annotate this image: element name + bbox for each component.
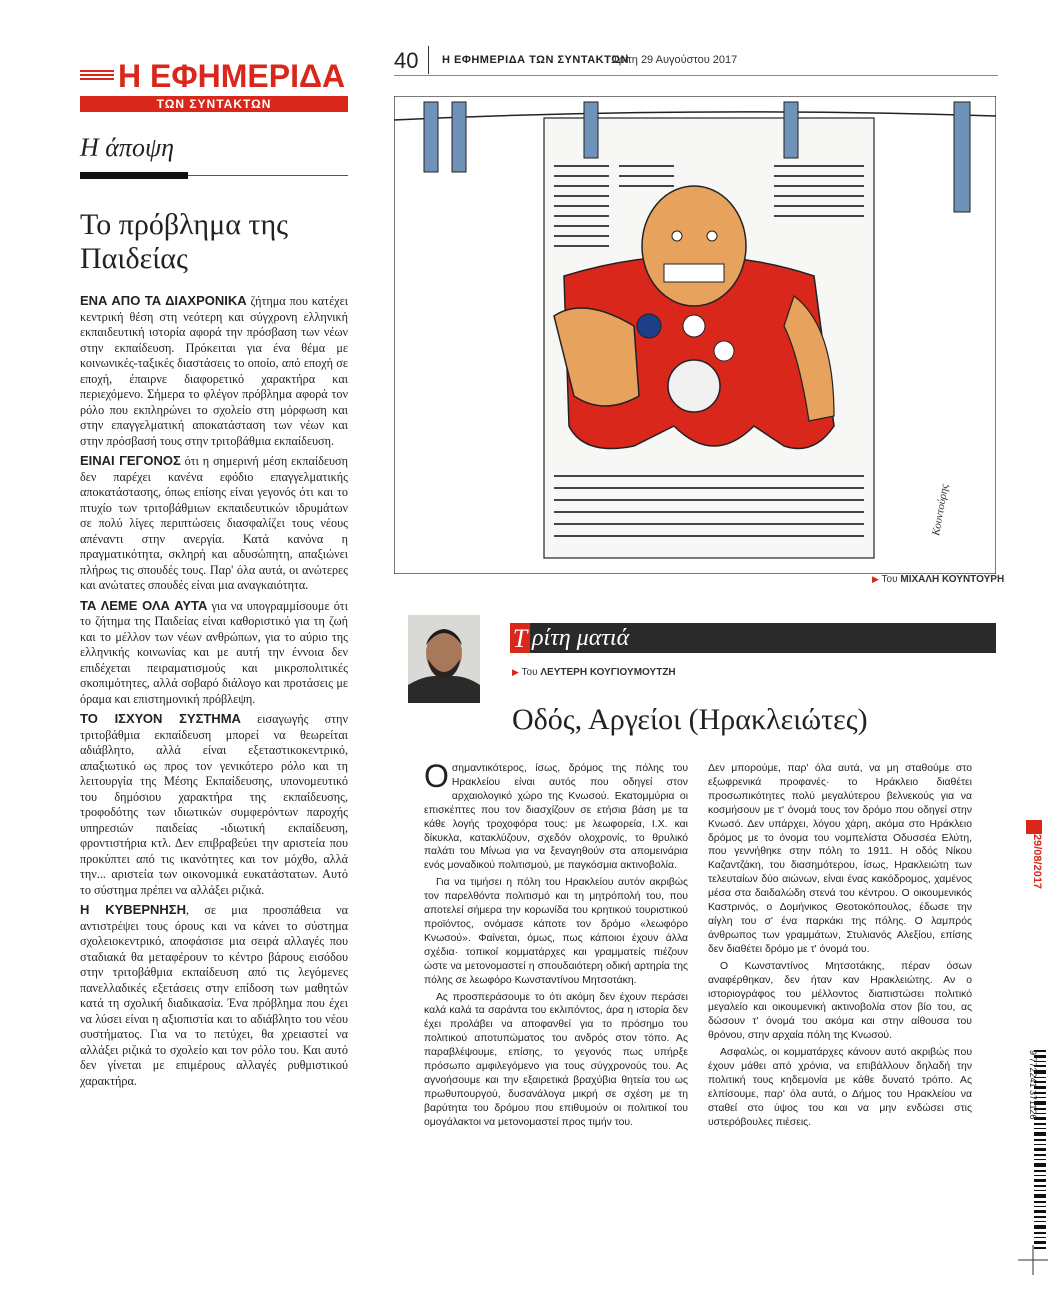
section-title: Η άποψη	[80, 133, 174, 162]
column-header	[510, 623, 996, 653]
side-date-stamp	[1024, 820, 1044, 900]
column-title: Οδός, Αργείοι (Ηρακλειώτες)	[512, 703, 868, 736]
author-prefix: Του	[521, 667, 538, 678]
credit-arrow-icon: ▶	[872, 574, 879, 584]
cartoon-signature: Κουντούρης	[930, 483, 952, 537]
column-paragraph: Ασφαλώς, οι κομματάρχες κάνουν αυτό ακριβώς που έχουν μάθει από χρόνια, να επιβάλλουν δηλαδή την πολιτική τους κηδεμονία με κάθε δυνατό τρόπο. Ας ελπίσουμε, παρ' όλα αυτά, ο Δήμος του Ηρακλείου να σταθεί στο ύψος του και να μην ενδώσει στις υστερόβουλες πιέσεις.	[708, 1047, 972, 1128]
paragraph-text: εισαγωγής στην τριτοβάθμια εκπαίδευση μπορεί να θεωρείται αδιάβλητο, αλλά είναι εξεταστικοκεντρικό, απαξιωτικό ως προς τον γενικότερο ρόλο και τη λειτουργία της Μέσης Εκπαίδευσης, υπονομευτικό του δημόσιου χαρακτήρα της εκπαίδευσης, τροφοδότης των ιδιωτικών συμφερόντων παροχής υπηρεσιών παιδείας -ιδιωτική εκπαίδευση, φροντιστήρια κτλ. Δεν επιβραβεύει την αριστεία που προκύπτει από τις ικανότητες και τον μόχθο, αλλά την... αριστεία των οικονομικά ευκατάστατων. Αυτό το σύστημα πρέπει να αλλάξει ριζικά.	[80, 712, 349, 897]
author-name: ΛΕΥΤΕΡΗ ΚΟΥΓΙΟΥΜΟΥΤΖΗ	[540, 667, 676, 678]
editorial-paragraph	[80, 902, 348, 1089]
column-author	[512, 667, 676, 678]
column-text-right	[708, 762, 972, 1133]
barcode	[1022, 1050, 1048, 1250]
editorial-title: Το πρόβλημα της Παιδείας	[80, 208, 289, 275]
spiked-ball	[668, 360, 720, 412]
paragraph-lead: Η ΚΥΒΕΡΝΗΣΗ	[80, 902, 186, 917]
editorial-body	[80, 293, 348, 1093]
credit-prefix: Του	[881, 574, 898, 585]
column-paragraph: Για να τιμήσει η πόλη του Ηρακλείου αυτόν ακριβώς τον παρελθόντα πολιτισμό και τη μητρόπολή του, που αποτελεί σήμερα την κορωνίδα του κρητικού τουριστικού προϊόντος, ονόμασε κάποτε τον δρόμο «λεωφόρο Κνωσού». Φαίνεται, όμως, πως κάποιοι έχουν άλλα σχέδια· τοπικοί κομματάρχες και γραμματείς πιέζουν ώστε να μετονομαστεί η σπουδαιότερη οδική αρτηρία της πόλης σε λεωφόρο Κωνσταντίνου Μητσοτάκη.	[424, 877, 688, 986]
section-rule	[80, 172, 188, 179]
column-paragraph	[424, 758, 688, 873]
paragraph-lead: ΕΝΑ ΑΠΟ ΤΑ ΔΙΑΧΡΟΝΙΚΑ	[80, 293, 247, 308]
editorial-paragraph	[80, 453, 348, 594]
column-text-left	[424, 758, 688, 1133]
editorial-paragraph	[80, 293, 348, 449]
running-head-paper: Η ΕΦΗΜΕΡΙΔΑ ΤΩΝ ΣΥΝΤΑΚΤΩΝ	[442, 54, 629, 66]
masthead-speed-lines	[80, 70, 114, 82]
crop-mark	[1018, 1245, 1048, 1275]
author-arrow-icon: ▶	[512, 667, 519, 677]
editorial-paragraph	[80, 711, 348, 898]
page-number-divider	[428, 46, 429, 74]
author-photo	[408, 615, 480, 703]
masthead-subtitle: ΤΩΝ ΣΥΝΤΑΚΤΩΝ	[80, 96, 348, 112]
badge	[637, 314, 661, 338]
paragraph-lead: ΤΑ ΛΕΜΕ ΟΛΑ ΑΥΤΑ	[80, 597, 208, 613]
column-paragraph: Ο Κωνσταντίνος Μητσοτάκης, πέραν όσων αναφέρθηκαν, δεν ήταν καν Ηρακλειώτης. Αν ο ιστοριογράφος του μέλλοντος διαπιστώσει πολιτικό μεγαλείο και οικουμενική ακτινοβολία στον βίο του, ας δώσουν τ' όνομά του ακόμα και στην αίθουσα του θρόνου, στην αρχαία πόλη της Κνωσού.	[708, 960, 972, 1042]
paragraph-text: σημαντικότερος, ίσως, δρόμος της πόλης του Ηρακλείου είναι αυτός που οδηγεί στον αρχαιολογικό χώρο της Κνωσού. Εκατομμύρια οι επισκέπτες που τον διασχίζουν σε ετήσια βάση με τα κάθε λογής τροχοφόρα τους: με λεωφορεία, Ι.Χ. και δίκυκλα, κατακλύζουν, σχεδόν ολοχρονίς, το θρυλικό παλάτι του Μίνωα για να ξεναγηθούν στα απομεινάρια ενός μοναδικού πολιτισμού, με παγκόσμια ακτινοβολία.	[424, 763, 688, 872]
paragraph-lead: ΤΟ ΙΣΧΥΟΝ ΣΥΣΤΗΜΑ	[80, 711, 241, 726]
masthead-logo	[80, 60, 348, 112]
badge	[683, 315, 705, 337]
column-paragraph: Δεν μπορούμε, παρ' όλα αυτά, να μη σταθούμε στο εξωφρενικά προφανές· το Ηράκλειο διαθέτει προσωπικότητες πολύ μεγαλύτερου βελνεκούς για να κοσμήσουν με τ' όνομά τους τον δρόμο που οδηγεί στην Κνωσό. Δεν υπάρχει, λόγου χάρη, ακόμα στο Ηράκλειο δρόμος με το όνομα του νομπελίστα Οδυσσέα Ελύτη, που γεννήθηκε στην πόλη το 1911. Η οδός Νίκου Καζαντζάκη, του διασημότερου, ίσως, Ηρακλειώτη των τελευταίων δύο αιώνων, είναι ένας κακόδρομος, χαμένος μέσα στα δαιδαλώδη στενά του κέντρου. Ο οικουμενικός Καστρινός, ο Δομήνικος Θεοτοκόπουλος, έδωσε την αίγλη του σ' ένα παρκάκι της πόλης. Ο λαμπρός άνθρωπος των γραμμάτων, Στυλιανός Αλεξίου, επίσης δεν διαθέτει δρόμο με τ' όνομά του.	[708, 763, 972, 955]
figure-head	[642, 186, 746, 306]
column-paragraph: Ας προσπεράσουμε το ότι ακόμη δεν έχουν περάσει καλά καλά τα σαράντα του εκλιπόντος, άρα η ιστορία δεν έχει προλάβει να αποφανθεί για το πρόσημο του πολιτικού αποτυπώματος του ανδρός στον τόπο. Ας παραβλέψουμε, επίσης, το γεγονός πως υπήρξε πρόσωπο αμφιλεγόμενο για τους σύγχρονούς του. Ας αγνοήσουμε και την εξαιρετικά βραχύβια θητεία του ως πρωθυπουργού, δυσανάλογα μικρή σε σχέση με τη βαρύτητα του δρόμου που επιθυμούν οι πολιτικοί του ομογάλακτοι να μετονομαστεί προς τιμήν του.	[424, 991, 688, 1128]
column-header-text: ρίτη ματιά	[532, 625, 630, 651]
masthead-title-text: Η ΕΦΗΜΕΡΙΔΑ	[118, 58, 346, 94]
masthead-title	[80, 60, 348, 92]
paragraph-text: για να υπογραμμίσουμε ότι το ζήτημα της Παιδείας είναι καθοριστικό για τη ζωή και το μέλλον των νέων ανθρώπων, για το αύριο της ελληνικής κοινωνίας και με αυτή την έννοια δεν επιδέχεται πειραματισμούς και μικροπολιτικές σκοπιμότητες, αλλά σοβαρό διάλογο και προτάσεις με όραμα και επιστημονική πρόβλεψη.	[80, 598, 348, 706]
paragraph-text: ότι η σημερινή μέση εκπαίδευση δεν παρέχει κανένα εφόδιο επαγγελματικής αποκατάστασης, όπως επίσης είναι γεγονός ότι και το πτυχίο των τριτοβάθμιων εκπαιδευτικών ιδρυμάτων σε πολύ λίγες περιπτώσεις διασφαλίζει τους νέους απέναντι στην ανεργία. Κατά κανόνα η πραγματικότητα, σκληρή και αδυσώπητη, απαξιώνει πλήρως τις σπουδές τους. Παρ' όλα αυτά, οι ανώτερες και ανώτατες σπουδές είναι μια αναγκαιότητα.	[80, 454, 348, 592]
running-head-date: Τρίτη 29 Αυγούστου 2017	[612, 54, 738, 66]
barcode-digits: 9 772241 371126	[1028, 1050, 1038, 1120]
paragraph-text: , σε μια προσπάθεια να αντιστρέψει τους όρους και να κάνει το σύστημα σχολειοκεντρικό, αποφάσισε μια σειρά αλλαγές που σταδιακά θα μεταφέρουν το κέντρο βάρους εισόδου στην τριτοβάθμια εκπαίδευση από τις λεγόμενες πανελλαδικές εξετάσεις στην επίδοση των μαθητών κατά τη σχολική διαδικασία. Ένα πρόβλημα που έχει να λύσει είναι η αξιοπιστία και το αδιάβλητο του νέου συστήματος. Για να το πετύχει, θα χρειαστεί να αλλάξει ριζικά το σχολείο και τον ρόλο του. Και αυτό δεν γίνεται με επιμέρους αλλαγές ρυθμιστικού χαρακτήρα.	[80, 903, 348, 1088]
paragraph-lead: ΕΙΝΑΙ ΓΕΓΟΝΟΣ	[80, 453, 181, 468]
cartoon-credit	[872, 574, 1004, 585]
badge	[714, 341, 734, 361]
editorial-paragraph	[80, 598, 348, 708]
section-rule-thin	[188, 175, 348, 176]
column-header-initial: Τ	[510, 623, 530, 653]
paragraph-text: ζήτημα που κατέχει κεντρική θέση στη νεότερη και σύγχρονη ελληνική εκπαιδευτική ιστορία αφορά την πρόσβαση των νέων στην εκπαίδευση. Πρόκειται για ένα θέμα με κοινωνικές-ταξικές διαστάσεις το οποίο, από εποχή σε εποχή, έπαιρνε διαφορετικό χαρακτήρα και περιεχόμενο. Σήμερα το φλέγον πρόβλημα αφορά τον ρόλο που εκπληρώνει το σχολείο στη μόρφωση και στην επαγγελματική αποκατάσταση των νέων και στην πρόσβασή τους στην τριτοβάθμια εκπαίδευση.	[80, 294, 348, 448]
running-head-rule	[394, 75, 998, 76]
drop-cap: Ο	[424, 758, 449, 794]
cartoon-illustration	[394, 96, 996, 574]
credit-name: ΜΙΧΑΛΗ ΚΟΥΝΤΟΥΡΗ	[900, 574, 1005, 585]
page-number: 40	[394, 48, 419, 73]
side-date-text: 29/08/2017	[1031, 834, 1043, 890]
figure-teeth	[664, 264, 724, 282]
